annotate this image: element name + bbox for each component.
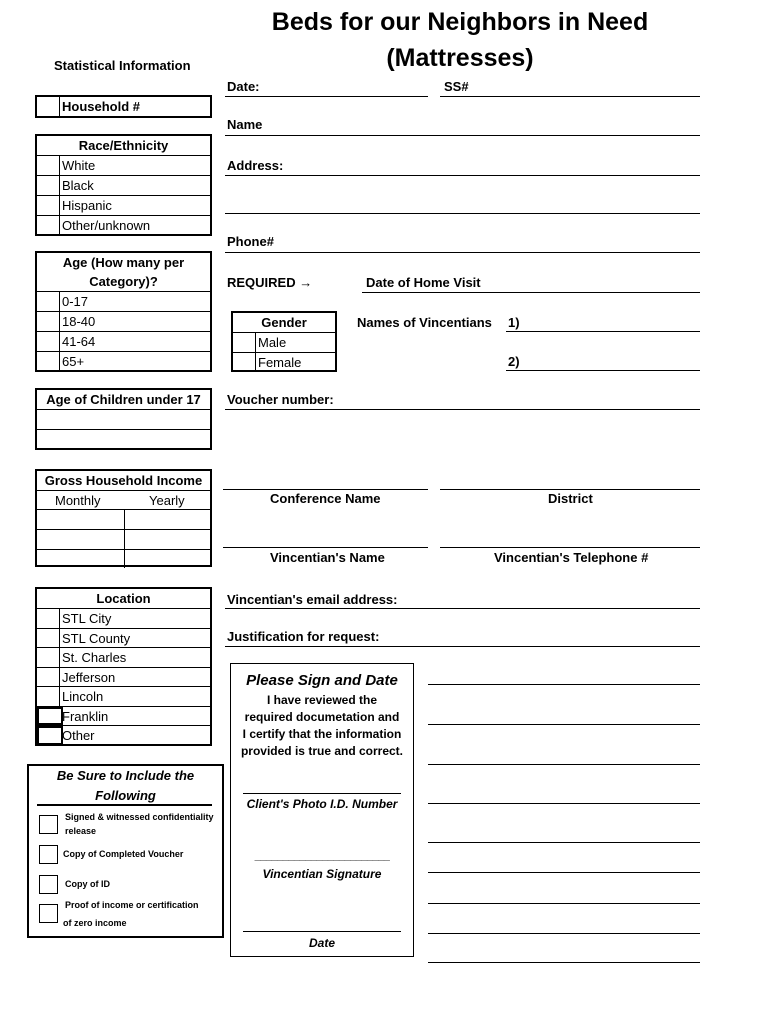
address-label: Address: [227,158,284,173]
location-checkbox[interactable] [37,609,60,628]
justification-label: Justification for request: [227,629,380,644]
justification-line[interactable] [428,933,700,934]
vincentian-1-label: 1) [508,315,520,330]
gender-box [231,311,337,372]
location-row[interactable] [37,628,210,648]
justification-line[interactable] [428,842,700,843]
income-row[interactable] [37,529,210,549]
age-checkbox[interactable] [37,312,60,331]
children-row[interactable] [37,429,210,449]
vincentian-name-input-line[interactable] [223,547,428,548]
age-box [35,251,212,372]
race-row[interactable] [37,195,210,215]
income-box [35,469,212,567]
location-row[interactable] [37,725,210,745]
age-label: 0-17 [62,294,89,309]
ss-label: SS# [444,79,469,94]
income-yearly-label: Yearly [149,493,185,508]
conference-label: Conference Name [270,491,381,506]
age-checkbox[interactable] [37,332,60,351]
income-monthly-label: Monthly [55,493,101,508]
vincentian-phone-input-line[interactable] [440,547,700,548]
vincentian-email-input-line[interactable] [225,608,700,609]
phone-input-line[interactable] [225,252,700,253]
justification-line[interactable] [428,684,700,685]
race-box [35,134,212,236]
vincentian-1-input-line[interactable] [506,331,700,332]
vincentian-2-label: 2) [508,354,520,369]
voucher-label: Voucher number: [227,392,334,407]
vincentian-signature-label: Vincentian Signature [262,867,382,881]
age-checkbox[interactable] [37,352,60,371]
justification-line[interactable] [428,724,700,725]
age-label: 65+ [62,354,85,369]
include-item-line2: of zero income [63,918,127,928]
include-checkbox[interactable] [39,904,58,923]
race-checkbox[interactable] [37,216,60,235]
gender-row[interactable] [233,332,335,352]
address-input-line-2[interactable] [225,213,700,214]
household-label: Household # [62,99,141,114]
include-box [27,764,224,938]
location-row[interactable] [37,608,210,628]
age-row[interactable] [37,311,210,331]
age-label: 18-40 [62,314,96,329]
location-header: Location [96,591,151,606]
include-item-line1: Copy of Completed Voucher [63,849,184,859]
location-checkbox[interactable] [37,648,60,667]
name-label: Name [227,117,263,132]
date-label: Date: [227,79,260,94]
race-row[interactable] [37,175,210,195]
race-checkbox[interactable] [37,196,60,215]
location-checkbox[interactable] [37,629,60,648]
household-box [35,95,212,118]
location-checkbox[interactable] [37,726,63,745]
race-label: Black [62,178,94,193]
location-label: STL County [62,630,131,646]
race-checkbox[interactable] [37,176,60,195]
district-input-line[interactable] [440,489,700,490]
income-row[interactable] [37,549,210,568]
location-row[interactable] [37,706,210,726]
conference-input-line[interactable] [223,489,428,490]
sign-body-line3: I certify that the information [242,727,402,741]
form-title-line1: Beds for our Neighbors in Need [271,8,649,36]
photo-id-input-line[interactable] [243,793,401,794]
include-item-line1: Proof of income or certification [65,900,199,910]
sign-body-line4: provided is true and correct. [240,744,404,758]
location-label: Other [62,728,95,743]
required-label: REQUIRED → [227,275,313,290]
location-label: St. Charles [62,650,127,665]
sign-box [230,663,414,957]
race-checkbox[interactable] [37,156,60,175]
race-header: Race/Ethnicity [78,138,169,153]
income-subheader-row [37,490,210,509]
phone-label: Phone# [227,234,274,249]
race-label: Other/unknown [62,218,151,233]
vincentian-phone-label: Vincentian's Telephone # [494,550,649,565]
children-header: Age of Children under 17 [46,392,201,407]
photo-id-label: Client's Photo I.D. Number [246,797,398,811]
location-row[interactable] [37,686,210,706]
gender-label: Male [258,335,287,350]
include-divider [37,804,212,806]
date-input-line[interactable] [225,96,428,97]
sign-date-input-line[interactable] [243,931,401,932]
justification-line[interactable] [428,903,700,904]
gender-header: Gender [261,315,307,330]
include-checkbox[interactable] [39,845,58,864]
income-row[interactable] [37,509,210,529]
vincentian-email-label: Vincentian's email address: [227,592,398,607]
children-box [35,388,212,450]
name-input-line[interactable] [225,135,700,136]
include-item-line1: Signed & witnessed confidentiality [65,812,214,822]
location-box [35,587,212,746]
home-visit-label: Date of Home Visit [366,275,481,290]
justification-input-line[interactable] [225,646,700,647]
age-label: 41-64 [62,334,96,349]
sign-header: Please Sign and Date [246,672,398,689]
location-label: STL City [62,611,112,626]
gender-label: Female [258,355,302,370]
vincentian-name-label: Vincentian's Name [270,550,385,565]
home-visit-input-line[interactable] [362,292,700,293]
voucher-input-line[interactable] [225,409,700,410]
ss-input-line[interactable] [440,96,700,97]
gender-checkbox[interactable] [233,333,256,352]
include-header-line2: Following [95,788,156,803]
location-checkbox[interactable] [37,707,63,726]
age-row[interactable] [37,351,210,371]
justification-line[interactable] [428,872,700,873]
location-checkbox[interactable] [37,687,60,706]
location-row[interactable] [37,647,210,667]
address-input-line[interactable] [225,175,700,176]
statistical-info-label: Statistical Information [54,58,191,73]
form-title-line2: (Mattresses) [386,44,534,72]
location-label: Lincoln [62,689,104,704]
race-label: White [62,158,96,173]
include-item-line1: Copy of ID [65,879,110,889]
justification-line[interactable] [428,764,700,765]
age-header-line2: Category)? [89,274,158,289]
household-checkbox[interactable] [37,97,60,116]
justification-line[interactable] [428,803,700,804]
children-row[interactable] [37,409,210,429]
age-row[interactable] [37,331,210,351]
justification-line[interactable] [428,962,700,963]
include-item-line2: release [65,826,97,836]
race-row[interactable] [37,215,210,235]
location-row[interactable] [37,667,210,687]
district-label: District [548,491,593,506]
sign-body-line1: I have reviewed the [266,693,378,707]
sign-body-line2: required documetation and [244,710,400,724]
include-header-line1: Be Sure to Include the [56,768,195,783]
vincentian-signature-input-line[interactable]: ________________________ [254,850,390,862]
income-header: Gross Household Income [44,473,203,488]
gender-row[interactable] [233,352,335,372]
sign-date-label: Date [308,936,335,950]
race-label: Hispanic [62,198,112,213]
location-label: Franklin [62,708,109,724]
age-header-line1: Age (How many per [62,255,185,270]
include-checkbox[interactable] [39,815,58,834]
age-checkbox[interactable] [37,292,60,311]
gender-checkbox[interactable] [233,353,256,372]
age-row[interactable] [37,291,210,311]
race-row[interactable] [37,155,210,175]
include-checkbox[interactable] [39,875,58,894]
names-vincentians-label: Names of Vincentians [357,315,492,330]
vincentian-2-input-line[interactable] [506,370,700,371]
location-label: Jefferson [62,669,116,685]
location-checkbox[interactable] [37,668,60,687]
